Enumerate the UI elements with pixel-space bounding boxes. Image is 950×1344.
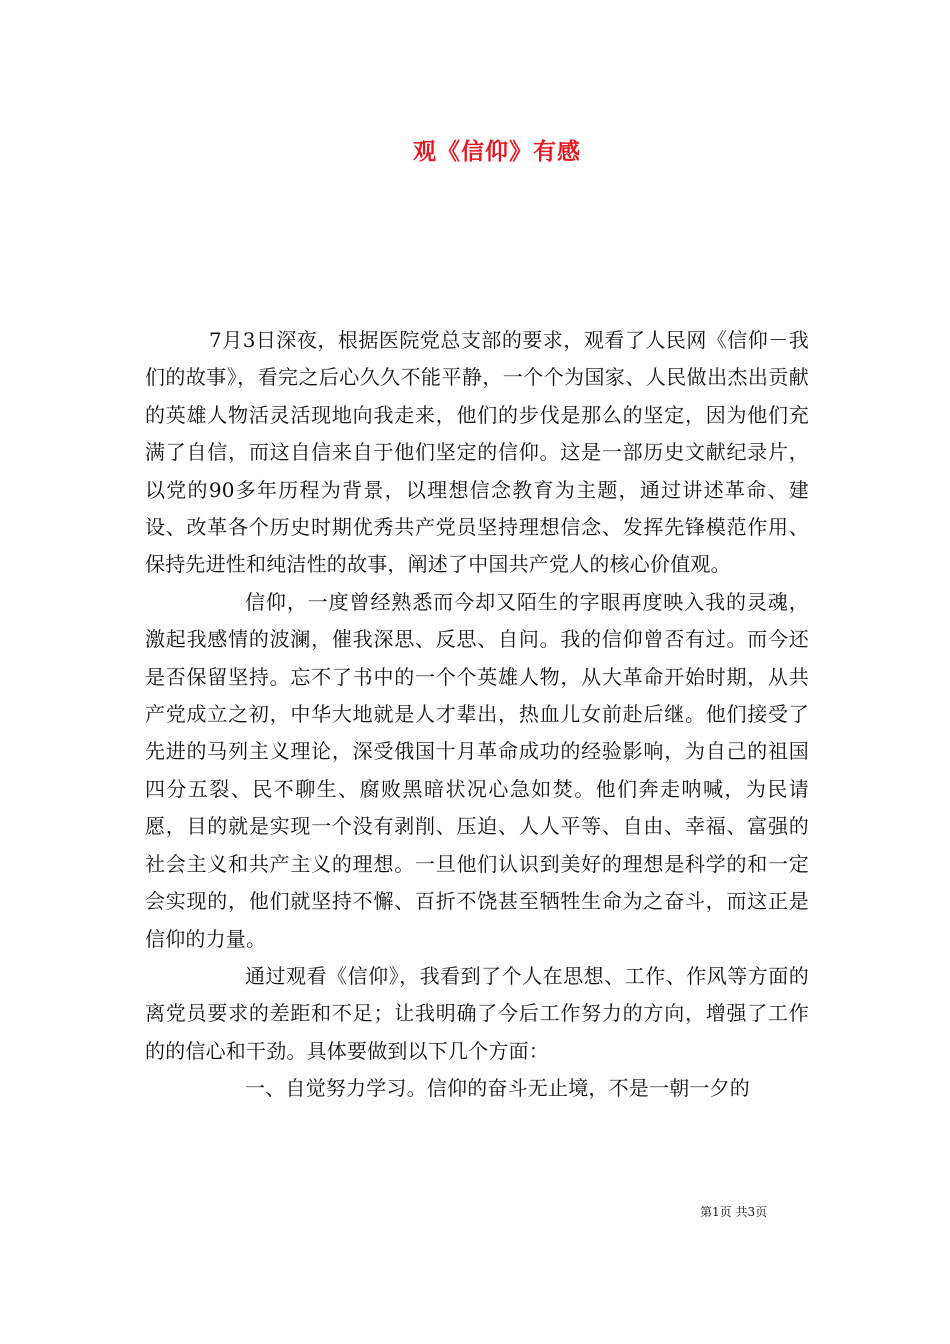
paragraph-4: 一、自觉努力学习。信仰的奋斗无止境，不是一朝一夕的 [245, 1076, 750, 1101]
paragraph-1: 7月3日深夜，根据医院党总支部的要求，观看了人民网《信仰－我们的故事》，看完之后心久久不能平静，一个个为国家、人民做出杰出贡献的英雄人物活灵活现地向我走来，他们的步伐是那么的坚定，因为他们充满了自信，而这自信来自于他们坚定的信仰。这是一部历史文献纪录片，以党的90多年历程为背景，以理想信念教育为主题，通过讲述革命、建设、改革各个历史时期优秀共产党员坚持理想信念、发挥先锋模范作用、保持先进性和纯洁性的故事，阐述了中国共产党人的核心价值观。 [145, 328, 809, 577]
page-number-footer: 第1页 共3页 [700, 1205, 768, 1219]
document-body [145, 322, 809, 1108]
paragraph-2: 信仰，一度曾经熟悉而今却又陌生的字眼再度映入我的灵魂，激起我感情的波澜，催我深思、反思、自问。我的信仰曾否有过。而今还是否保留坚持。忘不了书中的一个个英雄人物，从大革命开始时期，从共产党成立之初，中华大地就是人才辈出，热血儿女前赴后继。他们接受了先进的马列主义理论，深受俄国十月革命成功的经验影响，为自己的祖国四分五裂、民不聊生、腐败黑暗状况心急如焚。他们奔走呐喊，为民请愿，目的就是实现一个没有剥削、压迫、人人平等、自由、幸福、富强的社会主义和共产主义的理想。一旦他们认识到美好的理想是科学的和一定会实现的，他们就坚持不懈、百折不饶甚至牺牲生命为之奋斗，而这正是信仰的力量。 [145, 589, 809, 951]
paragraph-3: 通过观看《信仰》，我看到了个人在思想、工作、作风等方面的离党员要求的差距和不足；让我明确了今后工作努力的方向，增强了工作的的信心和干劲。具体要做到以下几个方面： [145, 963, 809, 1063]
document-title: 观《信仰》有感 [413, 138, 581, 165]
